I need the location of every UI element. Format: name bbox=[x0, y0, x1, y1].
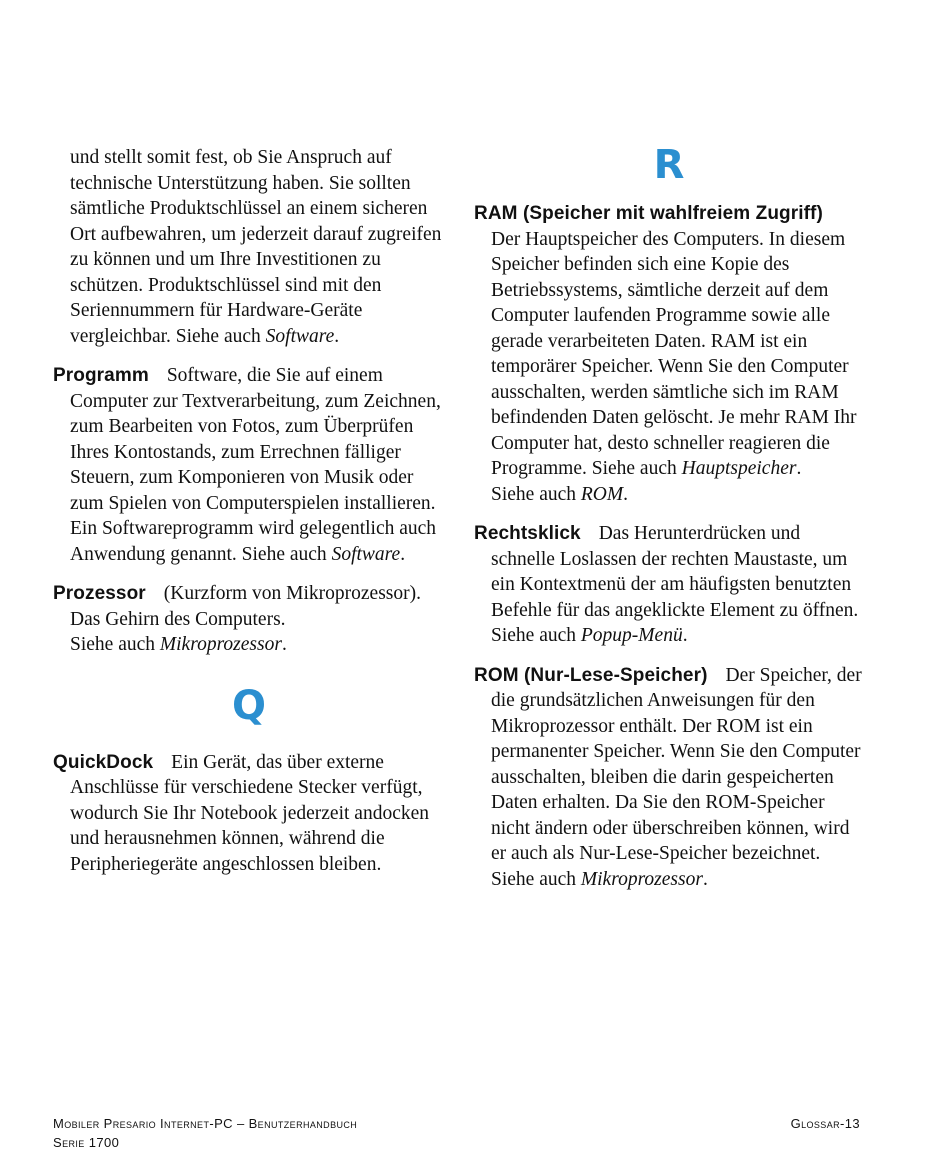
see-also-label: Siehe auch bbox=[70, 634, 156, 655]
cross-reference: Software bbox=[331, 543, 401, 565]
right-column bbox=[474, 142, 864, 906]
entry-text: Das Herunterdrücken und schnelle Loslassen der rechten Maustaste, um ein Kontextmenü der am häufigsten benutzten Befehle für das angeklickte Element zu öffnen. Siehe auch bbox=[491, 523, 859, 646]
continued-entry: und stellt somit fest, ob Sie Anspruch auf technische Unterstützung haben. Sie sollten sämtliche Produktschlüssel an einem sicheren Ort aufbewahren, um jederzeit darauf zugreifen zu können und um Ihre Investitionen zu schützen. Produktschlüssel sind mit den Seriennummern für Hardware-Geräte vergleichbar. Siehe auch Software. bbox=[70, 147, 442, 347]
entry-term: Programm bbox=[53, 365, 149, 386]
section-letter-q: Q bbox=[231, 682, 266, 729]
entry-text: Der Hauptspeicher des Computers. In diesem Speicher befinden sich eine Kopie des Betriebssystems, sämtliche derzeit auf dem Computer laufenden Programme sowie alle gerade verarbeiteten Daten. RAM ist ein temporärer Speicher. Wenn Sie den Computer ausschalten, werden sämtliche sich im RAM befindenden Daten gelöscht. Je mehr RAM Ihr Computer hat, desto schneller reagieren die Programme. Siehe auch bbox=[491, 228, 857, 479]
cross-reference: Mikroprozessor bbox=[159, 634, 282, 655]
section-letter-r: R bbox=[653, 142, 685, 188]
footer-book-title: Mobiler Presario Internet-PC – Benutzerhandbuch bbox=[53, 1116, 358, 1131]
glossary-entry-programm: Programm Software, die Sie auf einem Computer zur Textverarbeitung, zum Zeichnen, zum Bearbeiten von Fotos, zum Überprüfen Ihres Kontostands, zum Errechnen fälliger Steuern, zum Komponieren von Musik oder zum Spielen von Computerspielen installieren. Ein Softwareprogramm wird gelegentlich auch Anwendung genannt. Siehe auch Software. bbox=[53, 365, 441, 565]
glossary-entry-prozessor: Prozessor (Kurzform von Mikroprozessor). Das Gehirn des Computers. Siehe auch Mikroprozessor. bbox=[53, 583, 422, 655]
entry-term: ROM (Nur-Lese-Speicher) bbox=[474, 664, 708, 686]
cross-reference: ROM bbox=[580, 483, 624, 505]
cross-reference: Software bbox=[265, 325, 335, 347]
entry-text: Ein Gerät, das über externe Anschlüsse für verschiedene Stecker verfügt, wodurch Sie Ihr Notebook jederzeit andocken und herausnehmen können, während die Peripheriegeräte angeschlossen bleiben. bbox=[70, 751, 429, 875]
entry-term: QuickDock bbox=[53, 751, 154, 773]
entry-text: und stellt somit fest, ob Sie Anspruch auf technische Unterstützung haben. Sie sollten sämtliche Produktschlüssel an einem sicheren Ort aufbewahren, um jederzeit darauf zugreifen zu können und um Ihre Investitionen zu schützen. Produktschlüssel sind mit den Seriennummern für Hardware-Geräte vergleichbar. Siehe auch bbox=[70, 147, 442, 347]
entry-term: RAM (Speicher mit wahlfreiem Zugriff) bbox=[474, 203, 823, 224]
glossary-entry-ram: RAM (Speicher mit wahlfreiem Zugriff)Der Hauptspeicher des Computers. In diesem Speicher befinden sich eine Kopie des Betriebssystems, sämtliche derzeit auf dem Computer laufenden Programme sowie alle gerade verarbeiteten Daten. RAM ist ein temporärer Speicher. Wenn Sie den Computer ausschalten, werden sämtliche sich im RAM befindenden Daten gelöscht. Je mehr RAM Ihr Computer hat, desto schneller reagieren die Programme. Siehe auch Hauptspeicher. Siehe auch ROM. bbox=[474, 203, 857, 505]
entry-term: Prozessor bbox=[53, 583, 146, 604]
entry-text: Der Speicher, der die grundsätzlichen Anweisungen für den Mikroprozessor enthält. Der ROM ist ein permanenter Speicher. Wenn Sie den Computer ausschalten, bleiben die darin gespeicherten Daten erhalten. Da Sie den ROM-Speicher nicht ändern oder überschreiben können, wird er auch als Nur-Lese-Speicher bezeichnet. Siehe auch bbox=[491, 664, 862, 890]
glossary-entry-rechtsklick: Rechtsklick Das Herunterdrücken und schnelle Loslassen der rechten Maustaste, um ein Kontextmenü der am häufigsten benutzten Befehle für das angeklickte Element zu öffnen. Siehe auch Popup-Menü. bbox=[474, 523, 859, 646]
entry-text: (Kurzform von Mikroprozessor). Das Gehirn des Computers. bbox=[70, 583, 422, 630]
cross-reference: Mikroprozessor bbox=[580, 868, 703, 890]
cross-reference: Popup-Menü bbox=[580, 625, 683, 646]
glossary-entry-quickdock bbox=[53, 750, 445, 878]
footer-title bbox=[53, 1114, 357, 1152]
glossary-entry-rom: ROM (Nur-Lese-Speicher) Der Speicher, der die grundsätzlichen Anweisungen für den Mikroprozessor enthält. Der ROM ist ein permanenter Speicher. Wenn Sie den Computer ausschalten, bleiben die darin gespeicherten Daten erhalten. Da Sie den ROM-Speicher nicht ändern oder überschreiben können, wird er auch als Nur-Lese-Speicher bezeichnet. Siehe auch Mikroprozessor. bbox=[474, 664, 862, 890]
left-column bbox=[53, 145, 445, 891]
entry-text: Software, die Sie auf einem Computer zur Textverarbeitung, zum Zeichnen, zum Bearbeiten von Fotos, zum Überprüfen Ihres Kontostands, zum Errechnen fälliger Steuern, zum Komponieren von Musik oder zum Spielen von Computerspielen installieren. Ein Softwareprogramm wird gelegentlich auch Anwendung genannt. Siehe auch bbox=[70, 365, 441, 565]
see-also-label: Siehe auch bbox=[491, 483, 577, 505]
footer-series: Serie 1700 bbox=[53, 1135, 120, 1150]
entry-term: Rechtsklick bbox=[474, 523, 581, 544]
page-number: Glossar-13 bbox=[790, 1116, 860, 1131]
cross-reference: Hauptspeicher bbox=[681, 458, 797, 479]
